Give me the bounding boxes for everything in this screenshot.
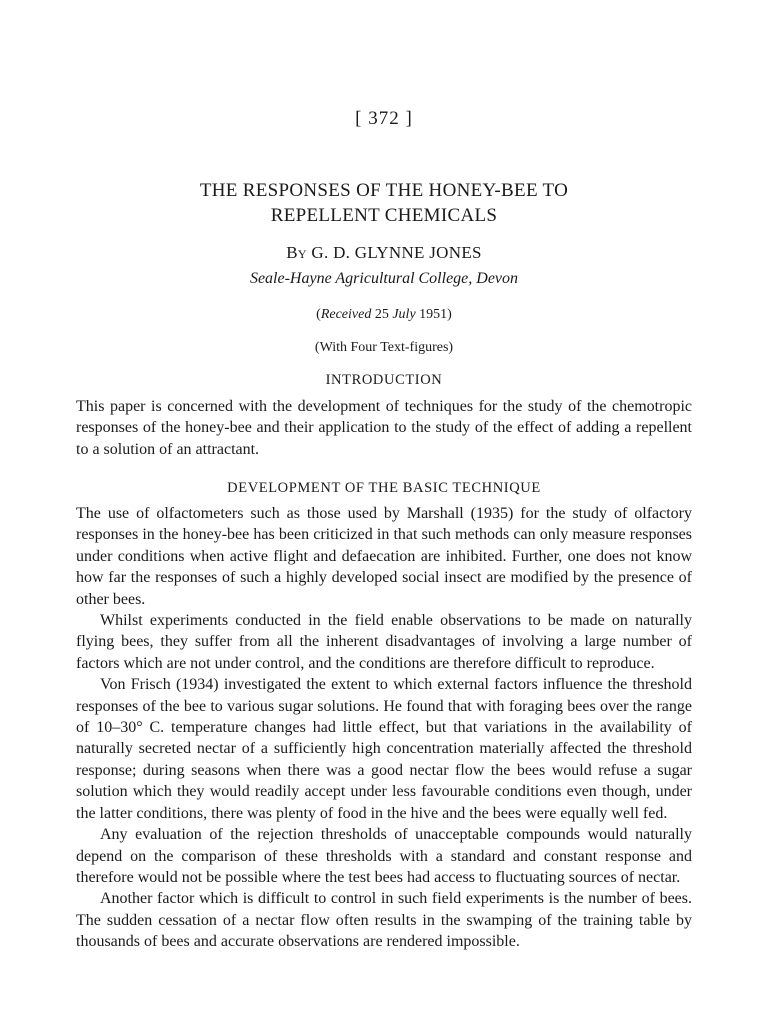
introduction-paragraph: This paper is concerned with the development of techniques for the study of the chemotropic responses of the honey-bee and their application to the study of the effect of adding a repellent to a solution of an attractant. [76, 398, 692, 458]
received-month: July [392, 307, 416, 322]
author-by: By [286, 243, 307, 262]
body-paragraph: Another factor which is difficult to control in such field experiments is the number of bees. The sudden cessation of a nectar flow often results in the swamping of the training table by thousands of bees and accurate observations are rendered impossible. [76, 890, 692, 951]
received-prefix: ( [316, 307, 321, 322]
received-word: Received [320, 307, 372, 322]
received-date [0, 307, 768, 323]
development-body [76, 503, 692, 953]
paper-title [0, 178, 768, 228]
received-day: 25 [371, 307, 393, 322]
figures-note: (With Four Text-figures) [314, 340, 454, 355]
body-paragraph: Whilst experiments conducted in the field enable observations to be made on naturally flying bees, they suffer from all the inherent disadvantages of involving a large number of factors which are not under control, and the conditions are therefore difficult to reproduce. [76, 612, 692, 672]
title-line-2: REPELLENT CHEMICALS [270, 205, 498, 226]
development-heading: DEVELOPMENT OF THE BASIC TECHNIQUE [227, 480, 541, 496]
title-line-1: THE RESPONSES OF THE HONEY-BEE TO [199, 180, 569, 201]
received-year: 1951) [415, 307, 452, 322]
author-affiliation: Seale-Hayne Agricultural College, Devon [249, 270, 519, 287]
introduction-heading: INTRODUCTION [325, 372, 443, 388]
page-number: [ 372 ] [355, 108, 413, 129]
body-paragraph: The use of olfactometers such as those used by Marshall (1935) for the study of olfactory responses in the honey-bee has been criticized in that such methods can only measure responses under conditions when active flight and defaecation are inhibited. Further, one does not know how far the responses of such a highly developed social insect are modified by the presence of other bees. [76, 505, 692, 608]
body-paragraph: Von Frisch (1934) investigated the extent to which external factors influence the threshold responses of the bee to various sugar solutions. He found that with foraging bees over the range of 10–30° C. temperature changes had little effect, but that variations in the availability of naturally secreted nectar of a sufficiently high concentration materially affected the threshold response; during seasons when there was a good nectar flow the bees would refuse a sugar solution which they would readily accept under less favourable conditions even though, under the latter conditions, there was plenty of food in the hive and the bees were equally well fed. [76, 676, 692, 822]
author-name: G. D. GLYNNE JONES [311, 243, 482, 262]
author-line [0, 243, 768, 263]
body-paragraph: Any evaluation of the rejection thresholds of unacceptable compounds would naturally depend on the comparison of these thresholds with a standard and constant response and therefore would not be possible where the test bees had access to fluctuating sources of nectar. [76, 826, 692, 886]
